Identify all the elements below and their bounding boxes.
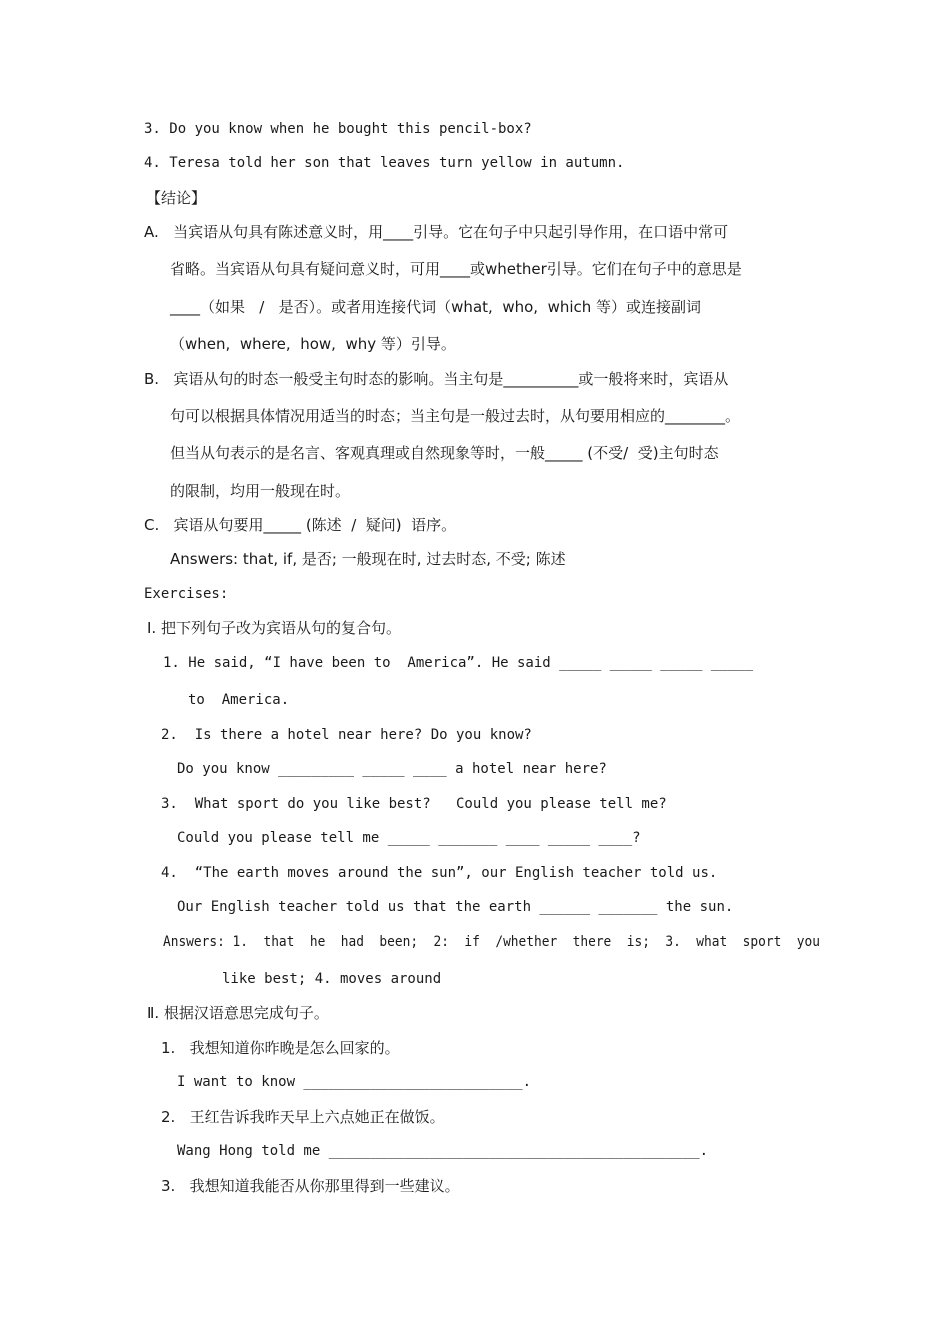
conclusion-b-line-1: B. 宾语从句的时态一般受主句时态的影响。当主句是__________或一般将来时，宾语从 — [144, 370, 729, 388]
conclusion-b-line-2: 句可以根据具体情况用适当的时态；当主句是一般过去时，从句要用相应的________。 — [170, 407, 741, 425]
conclusion-a-line-1: A. 当宾语从句具有陈述意义时，用____引导。它在句子中只起引导作用，在口语中常可 — [144, 223, 729, 241]
exercises-heading: Exercises: — [144, 586, 229, 602]
part1-item-2-answer: Do you know _________ _____ ____ a hotel near here? — [177, 761, 607, 777]
part2-item-2-answer: Wang Hong told me ____________________________________________. — [177, 1143, 709, 1159]
part1-item-1-answer: to America. — [188, 692, 290, 708]
part2-heading: Ⅱ. 根据汉语意思完成句子。 — [147, 1004, 329, 1022]
example-sentence-3: 3. Do you know when he bought this pencil-box? — [144, 121, 532, 137]
conclusion-heading: 【结论】 — [146, 189, 207, 207]
part1-item-3-question: 3. What sport do you like best? Could you please tell me? — [161, 796, 667, 812]
part1-answers-line-2: like best; 4. moves around — [222, 971, 442, 987]
part2-item-2-question: 2. 王红告诉我昨天早上六点她正在做饭。 — [161, 1108, 445, 1126]
part1-item-2-question: 2. Is there a hotel near here? Do you know? — [161, 727, 532, 743]
conclusion-b-line-4: 的限制，均用一般现在时。 — [170, 482, 351, 500]
conclusion-a-line-4: （when, where, how, why 等）引导。 — [170, 335, 456, 353]
part1-item-4-question: 4. “The earth moves around the sun”, our English teacher told us. — [161, 865, 718, 881]
part1-item-3-answer: Could you please tell me _____ _______ ____ _____ ____? — [177, 830, 641, 846]
part2-item-1-answer: I want to know __________________________. — [177, 1074, 532, 1090]
conclusion-a-line-3: ____（如果 / 是否）。或者用连接代词（what, who, which 等）或连接副词 — [170, 298, 702, 316]
part2-item-1-question: 1. 我想知道你昨晚是怎么回家的。 — [161, 1039, 400, 1057]
part1-item-1-question: 1. He said, “I have been to America”. He said _____ _____ _____ _____ — [163, 655, 754, 671]
conclusion-b-line-3: 但当从句表示的是名言、客观真理或自然现象等时，一般_____ (不受/ 受)主句时态 — [170, 444, 719, 462]
part2-item-3-question: 3. 我想知道我能否从你那里得到一些建议。 — [161, 1177, 460, 1195]
conclusion-answers: Answers: that, if, 是否; 一般现在时, 过去时态, 不受; 陈述 — [170, 550, 566, 568]
part1-heading: Ⅰ. 把下列句子改为宾语从句的复合句。 — [147, 619, 401, 637]
part1-answers-line-1: Answers: 1. that he had been; 2: if /whether there is; 3. what sport you — [163, 934, 820, 950]
example-sentence-4: 4. Teresa told her son that leaves turn yellow in autumn. — [144, 155, 625, 171]
part1-item-4-answer: Our English teacher told us that the earth ______ _______ the sun. — [177, 899, 734, 915]
conclusion-c: C. 宾语从句要用_____ (陈述 / 疑问) 语序。 — [144, 516, 457, 534]
conclusion-a-line-2: 省略。当宾语从句具有疑问意义时，可用____或whether引导。它们在句子中的意思是 — [170, 260, 742, 278]
